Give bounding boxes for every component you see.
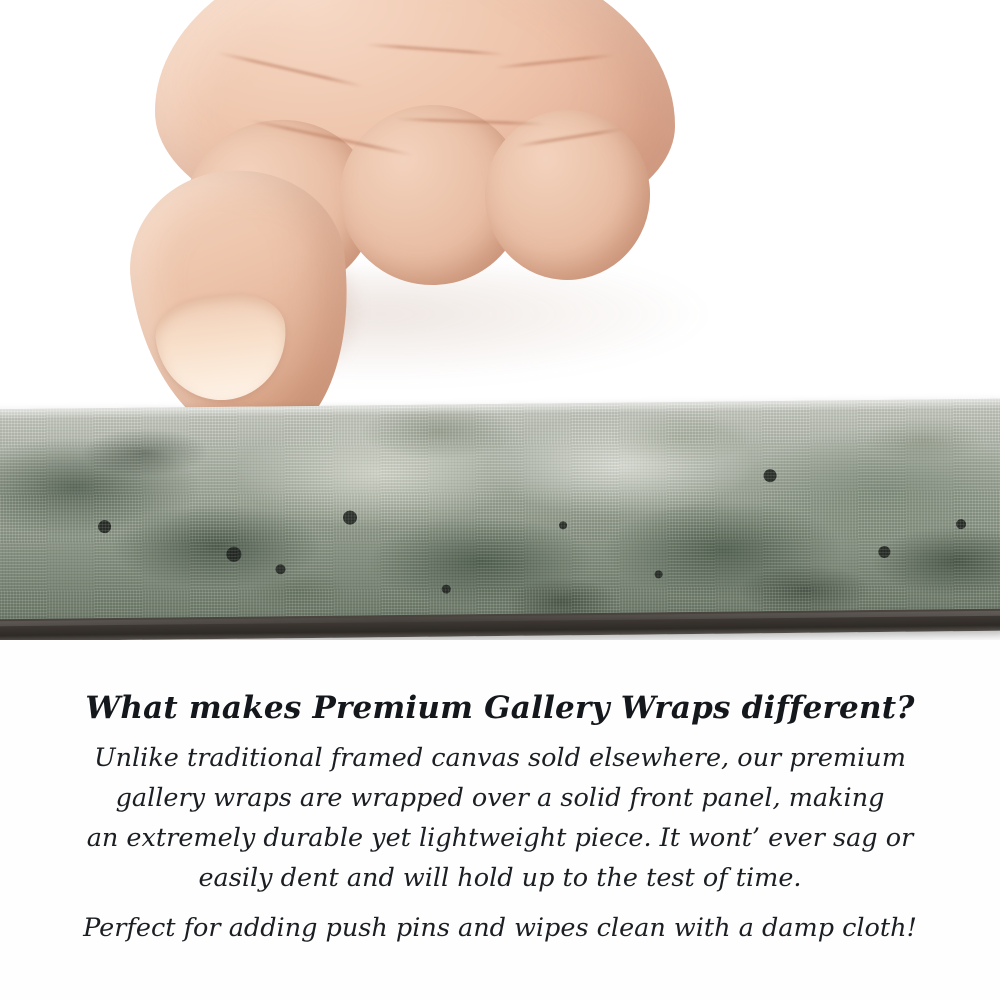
canvas-speck <box>442 585 451 594</box>
canvas-speck <box>655 570 663 578</box>
canvas-speck <box>956 519 966 529</box>
caption-line-4: easily dent and will hold up to the test of time. <box>198 863 802 893</box>
canvas-speck <box>275 564 285 574</box>
caption-line-3: an extremely durable yet lightweight piece. It wont’ ever sag or <box>86 823 914 853</box>
canvas-artwork-texture-overlay <box>0 399 1000 635</box>
canvas-speck <box>764 469 777 482</box>
caption-line-2: gallery wraps are wrapped over a solid front panel, making <box>115 783 885 813</box>
canvas-speck <box>98 520 111 533</box>
caption-block <box>0 690 1000 948</box>
canvas-speck <box>226 547 241 562</box>
canvas-wrap-edge <box>0 399 1000 635</box>
caption-final-line: Perfect for adding push pins and wipes clean with a damp cloth! <box>83 913 917 943</box>
canvas-speck <box>343 510 357 524</box>
caption-line-1: Unlike traditional framed canvas sold elsewhere, our premium <box>94 743 906 773</box>
canvas-speck <box>878 546 890 558</box>
caption-headline: What makes Premium Gallery Wraps different? <box>85 690 915 726</box>
canvas-speck <box>559 521 567 529</box>
caption-body <box>0 738 1000 948</box>
hand-illustration <box>95 0 695 420</box>
